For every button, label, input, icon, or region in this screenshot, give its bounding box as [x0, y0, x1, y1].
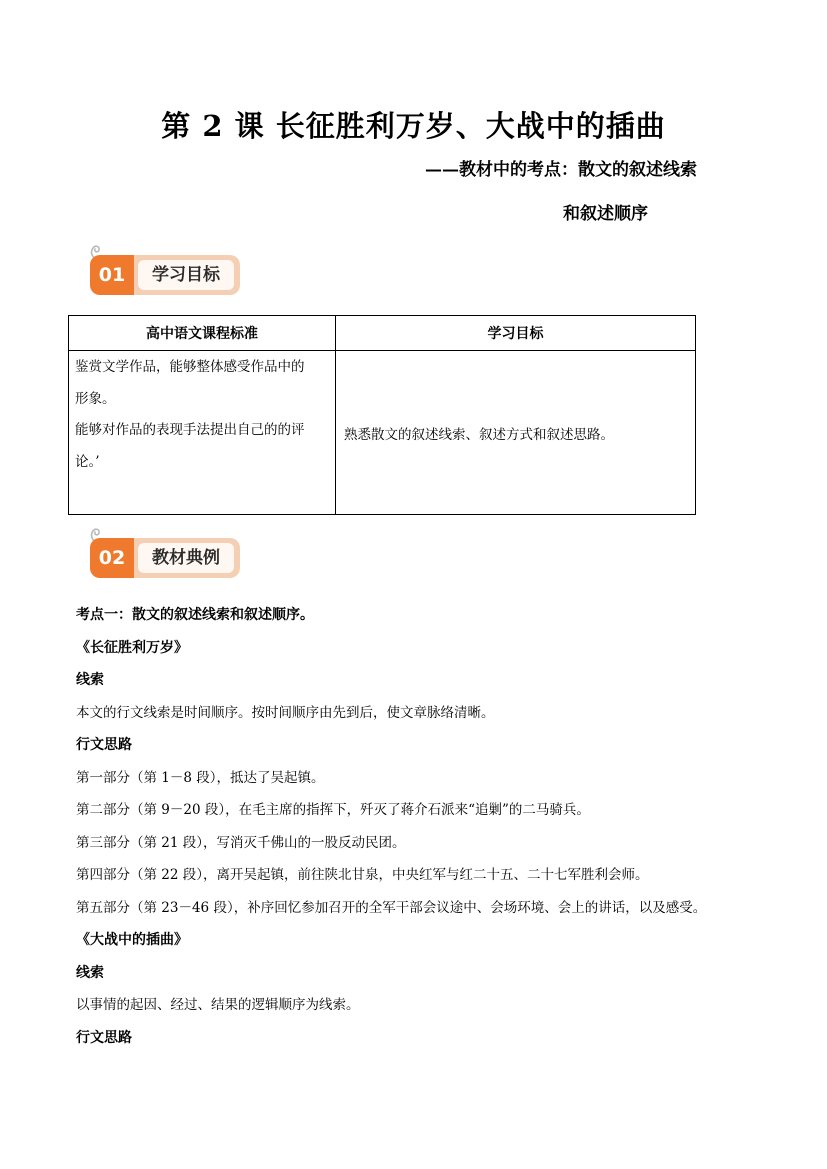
objective-cell: 熟悉散文的叙述线索、叙述方式和叙述思路。	[336, 351, 696, 515]
subtitle-line-2: 和叙述顺序	[563, 204, 648, 224]
clue-heading: 线索	[76, 672, 104, 688]
standard-cell	[69, 351, 336, 515]
exam-point-heading: 考点一：散文的叙述线索和叙述顺序。	[76, 607, 314, 623]
standard-line: 形象。	[75, 390, 116, 407]
flow-heading: 行文思路	[76, 737, 132, 753]
clue-text: 本文的行文线索是时间顺序。按时间顺序由先到后，使文章脉络清晰。	[76, 704, 495, 721]
badge-number: 01	[90, 255, 134, 295]
part-item: 第四部分（第 22 段），离开吴起镇，前往陕北甘泉，中央红军与红二十五、二十七军胜利会师。	[76, 867, 649, 883]
article-title: 《长征胜利万岁》	[76, 639, 188, 656]
table-header-standard: 高中语文课程标准	[69, 316, 336, 351]
part-item: 第三部分（第 21 段），写消灭千佛山的一股反动民团。	[76, 834, 406, 851]
table-row	[69, 351, 696, 515]
badge-label: 教材典例	[138, 543, 234, 573]
standard-line: 能够对作品的表现手法提出自己的的评	[75, 422, 305, 438]
clue-text: 以事情的起因、经过、结果的逻辑顺序为线索。	[76, 997, 360, 1013]
part-item: 第五部分（第 23－46 段），补序回忆参加召开的全军干部会议途中、会场环境、会上的讲话，以及感受。	[76, 899, 707, 916]
badge-number: 02	[90, 538, 134, 578]
flow-heading: 行文思路	[76, 1029, 132, 1046]
clue-heading: 线索	[76, 964, 104, 981]
badge-label: 学习目标	[138, 260, 234, 290]
content-body	[76, 603, 776, 1058]
standard-line: 鉴赏文学作品，能够整体感受作品中的	[75, 359, 305, 375]
subtitle-line-1: ——教材中的考点：散文的叙述线索	[425, 160, 697, 180]
section-badge-textbook-examples	[86, 525, 246, 583]
standard-line: 论。’	[75, 453, 100, 470]
article-title: 《大战中的插曲》	[76, 932, 188, 948]
table-header-row	[69, 316, 696, 351]
part-item: 第一部分（第 1－8 段），抵达了吴起镇。	[76, 769, 325, 786]
page-title: 第 2 课 长征胜利万岁、大战中的插曲	[161, 109, 666, 143]
goals-table	[68, 315, 696, 515]
table-header-objective: 学习目标	[336, 316, 696, 351]
part-item: 第二部分（第 9－20 段），在毛主席的指挥下，歼灭了蒋介石派来“追剿”的二马骑兵。	[76, 802, 590, 818]
section-badge-learning-goals	[86, 242, 246, 300]
